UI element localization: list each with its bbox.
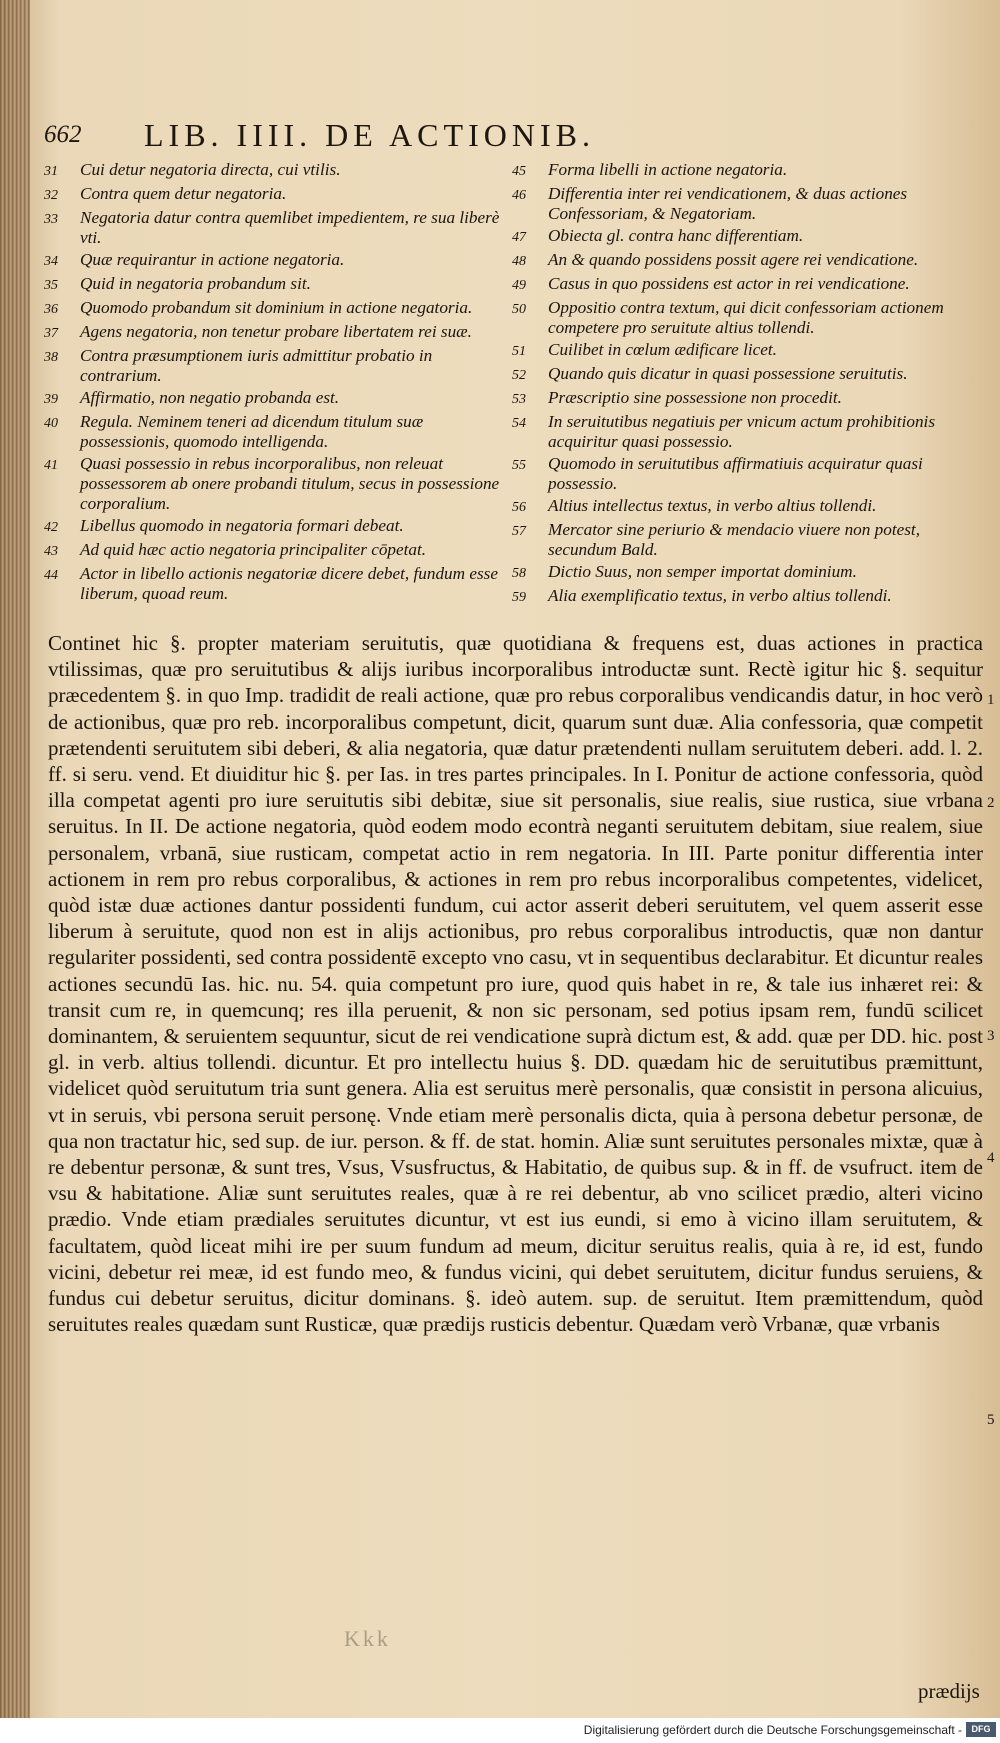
margin-number: 3 — [987, 1028, 995, 1044]
running-title: LIB. IIII. DE ACTIONIB. — [144, 117, 595, 153]
summary-entry — [44, 208, 504, 248]
entry-number: 37 — [44, 326, 58, 341]
entry-text: Quomodo in seruitutibus affirmatiuis acquiratur quasi possessio. — [548, 454, 923, 493]
entry-text: Agens negatoria, non tenetur probare libertatem rei suæ. — [80, 322, 472, 341]
summary-column-left — [44, 160, 504, 606]
summary-entry — [44, 516, 504, 538]
summary-column-right — [512, 160, 982, 610]
summary-entry — [512, 340, 982, 362]
entry-number: 39 — [44, 392, 58, 407]
entry-text: Forma libelli in actione negatoria. — [548, 160, 788, 179]
entry-number: 58 — [512, 566, 526, 581]
entry-number: 44 — [44, 568, 58, 583]
summary-entry — [44, 540, 504, 562]
entry-number: 48 — [512, 254, 526, 269]
summary-entry — [512, 562, 982, 584]
summary-entry — [44, 160, 504, 182]
entry-number: 35 — [44, 278, 58, 293]
summary-entry — [512, 388, 982, 410]
summary-entry — [512, 520, 982, 560]
entry-number: 50 — [512, 302, 526, 317]
footer-credit: Digitalisierung gefördert durch die Deutsche Forschungsgemeinschaft - — [583, 1723, 962, 1737]
signature-mark: Kkk — [344, 1626, 391, 1651]
entry-number: 46 — [512, 188, 526, 203]
entry-number: 55 — [512, 458, 526, 473]
entry-number: 52 — [512, 368, 526, 383]
entry-text: Contra præsumptionem iuris admittitur probatio in contrarium. — [80, 346, 433, 385]
entry-number: 32 — [44, 188, 58, 203]
entry-text: Negatoria datur contra quemlibet impedientem, re sua liberè vti. — [80, 208, 500, 247]
entry-text: Quomodo probandum sit dominium in actione negatoria. — [80, 298, 473, 317]
summary-entry — [512, 250, 982, 272]
entry-text: Ad quid hæc actio negatoria principaliter cōpetat. — [80, 540, 427, 559]
summary-entry — [44, 346, 504, 386]
entry-text: Oppositio contra textum, qui dicit confessoriam actionem competere pro seruitute altius tollendi. — [548, 298, 944, 337]
entry-number: 43 — [44, 544, 58, 559]
entry-text: Libellus quomodo in negatoria formari debeat. — [80, 516, 404, 535]
margin-number: 2 — [987, 795, 995, 811]
margin-number: 5 — [987, 1412, 995, 1428]
entry-number: 34 — [44, 254, 58, 269]
summary-entry — [44, 298, 504, 320]
summary-entry — [44, 412, 504, 452]
catchword: prædijs — [918, 1679, 980, 1703]
body-text — [48, 630, 983, 1337]
summary-entry — [44, 454, 504, 514]
entry-text: Quando quis dicatur in quasi possessione seruitutis. — [548, 364, 908, 383]
body-paragraph: Continet hic §. propter materiam seruitutis, quæ quotidiana & frequens est, duas actiones in practica vtilissimas, quæ pro seruitutibus & alijs iuribus incorporalibus introductæ sunt. Rectè igitur hic §. sequitur præcedentem §. in quo Imp. tradidit de reali actione, quæ pro rebus corporalibus vendicandis datur, in hoc verò de actionibus, quæ pro reb. incorporalibus competunt, dicit, quarum sunt duæ. Alia confessoria, quæ competit prætendenti seruitutem sibi deberi, & alia negatoria, quæ datur prætendenti nullam seruitutem deberi. add. l. 2. ff. si seru. vend. Et diuiditur hic §. per Ias. in tres partes principales. In I. Ponitur de actione confessoria, quòd illa competat agenti pro iure seruitutis sibi debitæ, siue sit personalis, siue realis, siue rustica, siue vrbana seruitus. In II. De actione negatoria, quòd eodem modo econtrà neganti seruitutem debitam, siue realem, siue personalem, vrbanā, siue rusticam, competat actio in rem negatoria. In III. Parte ponitur differentia inter actionem in rem pro rebus corporalibus, & actiones in rem pro rebus incorporalibus competentes, videlicet, quòd istæ duæ actiones dantur possidenti fundum, cui actor asserit deberi seruitutem, vel quem asserit esse liberum à seruitute, quod non est in alijs actionibus, pro rebus corporalibus introductis, quæ non dantur regulariter possidenti, sed contra possidentē excepto vno casu, vt in sequentibus declarabitur. Et dicuntur reales actiones secundū Ias. hic. nu. 54. quia competunt pro iure, quod quis habet in re, & tale ius inhæret rei: & transit cum re, in quemcunq; res illa peruenit, & non sic personam, sed potius ipsam rem, fundū scilicet dominantem, & seruientem sequuntur, sicut de rei vendicatione suprà dictum est, & add. quæ per DD. hic. post gl. in verb. altius tollendi. dicuntur. Et pro intellectu huius §. DD. quædam hic de seruitutibus præmittunt, videlicet quòd seruitutum tria sunt genera. Alia est seruitus merè personalis, quæ consistit in persona alicuius, vt in seruis, vbi persona seruit personę. Vnde etiam merè personalis dicta, quia à persona debetur personæ, de qua non tractatur hic, sed sup. de iur. person. & ff. de stat. homin. Aliæ sunt seruitutes personales mixtæ, quæ à re debentur personæ, & sunt tres, Vsus, Vsusfructus, & Habitatio, de quibus sup. & in ff. de vsufruct. item de vsu & habitatione. Aliæ sunt seruitutes reales, quæ à re rei debentur, ab vno scilicet prædio, alteri vicino prædio. Vnde etiam prædiales seruitutes dicuntur, vt est ius eundi, si emo à vicino illam seruitutem, & facultatem, quòd liceat mihi ire per suum fundum ad meum, dicitur seruitus realis, quia à re, id est, fundo vicini, debetur rei meæ, id est fundo meo, & fundus vicini, qui debet seruitutem, dicitur fundus seruiens, & fundus cui debetur seruitus, dicitur dominans. §. ideò autem. sup. de seruitut. Item præmittendum, quòd seruitutes reales quædam sunt Rusticæ, quæ prædijs rusticis debentur. Quædam verò Vrbanæ, quæ vrbanis — [48, 631, 983, 1337]
summary-entry — [512, 364, 982, 386]
entry-number: 56 — [512, 500, 526, 515]
entry-number: 38 — [44, 350, 58, 365]
entry-text: Præscriptio sine possessione non procedit. — [548, 388, 842, 407]
entry-number: 59 — [512, 590, 526, 605]
page-edge — [0, 0, 30, 1718]
entry-number: 45 — [512, 164, 526, 179]
running-header — [44, 113, 974, 153]
entry-number: 41 — [44, 458, 58, 473]
entry-number: 49 — [512, 278, 526, 293]
page-number: 662 — [44, 121, 82, 148]
entry-text: In seruitutibus negatiuis per vnicum actum prohibitionis acquiritur quasi possessio. — [548, 412, 936, 451]
entry-text: Affirmatio, non negatio probanda est. — [80, 388, 340, 407]
entry-number: 40 — [44, 416, 58, 431]
summary-entry — [44, 184, 504, 206]
summary-entry — [512, 184, 982, 224]
entry-text: Quid in negatoria probandum sit. — [80, 274, 311, 293]
entry-number: 36 — [44, 302, 58, 317]
entry-text: Casus in quo possidens est actor in rei vendicatione. — [548, 274, 910, 293]
summary-entry — [44, 250, 504, 272]
entry-text: Quæ requirantur in actione negatoria. — [80, 250, 345, 269]
summary-entry — [512, 496, 982, 518]
entry-text: An & quando possidens possit agere rei vendicatione. — [548, 250, 919, 269]
summary-entry — [512, 274, 982, 296]
entry-text: Actor in libello actionis negatoriæ dicere debet, fundum esse liberum, quoad reum. — [80, 564, 498, 603]
entry-text: Quasi possessio in rebus incorporalibus, non releuat possessorem ab onere probandi titulum, secus in possessione corporalium. — [80, 454, 500, 513]
entry-number: 47 — [512, 230, 526, 245]
summary-entry — [44, 388, 504, 410]
summary-entry — [512, 412, 982, 452]
summary-entry — [44, 564, 504, 604]
entry-text: Alia exemplificatio textus, in verbo altius tollendi. — [548, 586, 892, 605]
entry-text: Mercator sine periurio & mendacio viuere non potest, secundum Bald. — [548, 520, 921, 559]
entry-number: 51 — [512, 344, 526, 359]
summary-entry — [512, 298, 982, 338]
summary-entry — [512, 226, 982, 248]
entry-number: 53 — [512, 392, 526, 407]
summary-entry — [44, 322, 504, 344]
dfg-logo-icon: DFG — [966, 1722, 996, 1737]
entry-text: Altius intellectus textus, in verbo altius tollendi. — [548, 496, 877, 515]
entry-text: Cui detur negatoria directa, cui vtilis. — [80, 160, 341, 179]
entry-text: Differentia inter rei vendicationem, & duas actiones Confessoriam, & Negatoriam. — [548, 184, 908, 223]
entry-text: Contra quem detur negatoria. — [80, 184, 287, 203]
entry-number: 31 — [44, 164, 58, 179]
entry-number: 54 — [512, 416, 526, 431]
digitization-footer — [0, 1718, 1000, 1743]
entry-text: Obiecta gl. contra hanc differentiam. — [548, 226, 804, 245]
summary-entry — [44, 274, 504, 296]
entry-number: 42 — [44, 520, 58, 535]
entry-text: Cuilibet in cœlum ædificare licet. — [548, 340, 777, 359]
summary-entry — [512, 454, 982, 494]
entry-number: 33 — [44, 212, 58, 227]
entry-text: Dictio Suus, non semper importat dominium. — [548, 562, 857, 581]
margin-number: 4 — [987, 1150, 995, 1166]
margin-number: 1 — [987, 692, 995, 708]
summary-entry — [512, 160, 982, 182]
entry-number: 57 — [512, 524, 526, 539]
entry-text: Regula. Neminem teneri ad dicendum titulum suæ possessionis, quomodo intelligenda. — [80, 412, 424, 451]
summary-entry — [512, 586, 982, 608]
